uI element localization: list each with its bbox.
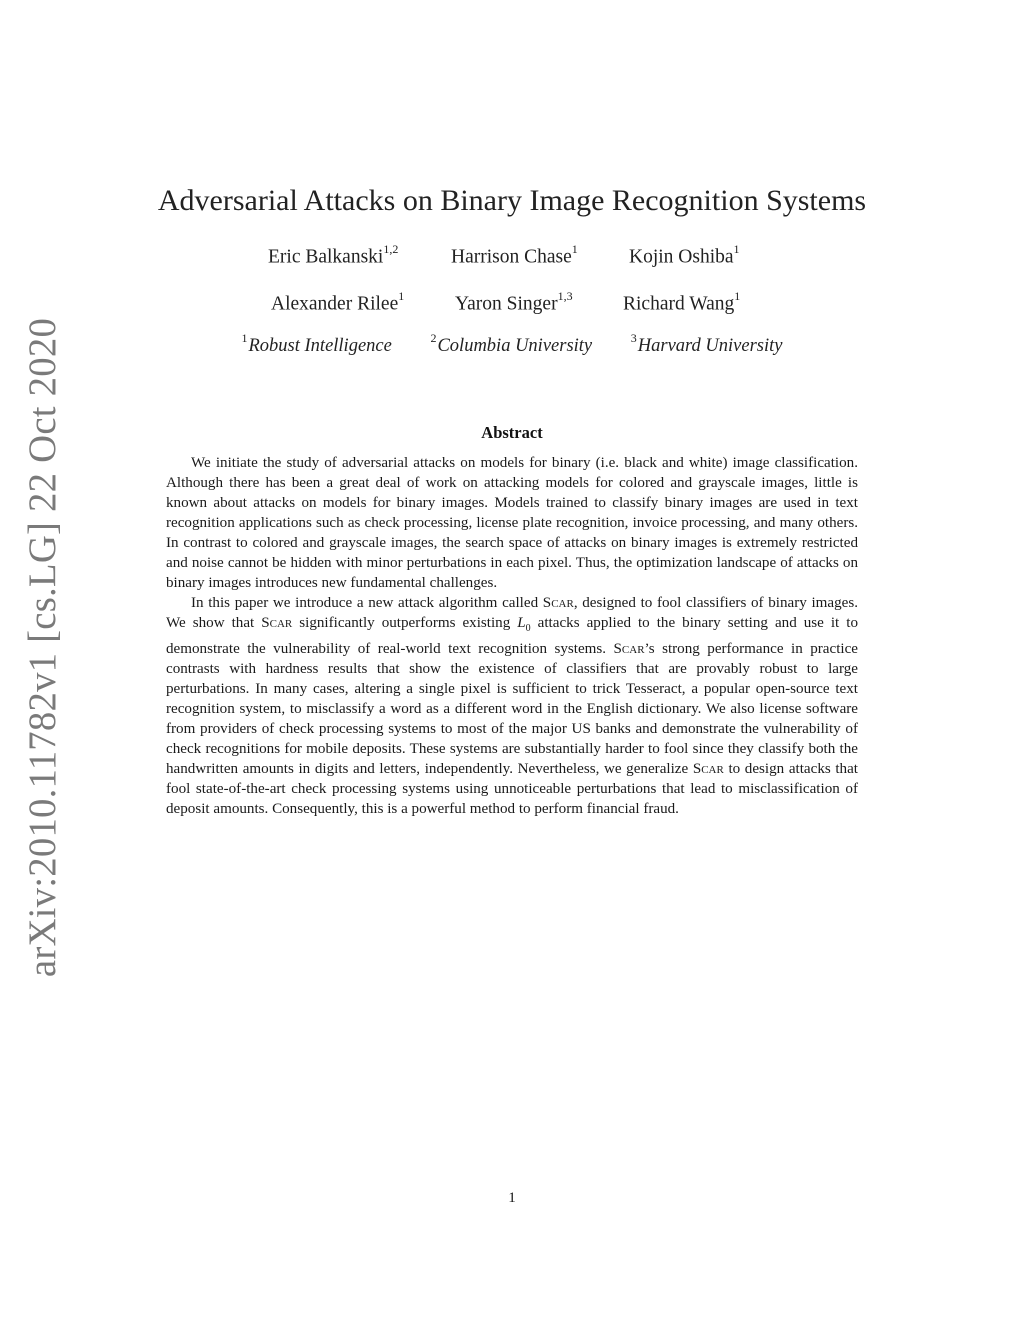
arxiv-identifier: arXiv:2010.11782v1 [cs.LG] 22 Oct 2020 (21, 317, 65, 978)
author: Harrison Chase$^1$ (451, 242, 578, 268)
page-number: 1 (508, 1190, 516, 1206)
affiliations (0, 333, 1024, 357)
affiliation: $^2$Columbia University (430, 331, 593, 357)
l0-symbol: L (517, 615, 526, 631)
abstract-paragraph: We initiate the study of adversarial attacks on models for binary (i.e. black and white) image classification. Although there has been a great deal of work on attacking models for colored and grayscale images, little is known about attacks on models for binary images. Models trained to classify binary images are used in text recognition applications such as check processing, license plate recognition, invoice processing, and many others. In contrast to colored and grayscale images, the search space of attacks on binary images is extremely restricted and noise cannot be hidden with minor perturbations in each pixel. Thus, the optimization landscape of attacks on binary images introduces new fundamental challenges. (166, 455, 858, 591)
author: Alexander Rilee$^1$ (271, 289, 405, 315)
algorithm-name: Scar (542, 595, 574, 611)
paper-title: Adversarial Attacks on Binary Image Recognition Systems (157, 184, 867, 217)
author: Kojin Oshiba$^1$ (629, 242, 740, 268)
author: Yaron Singer$^{1,3}$ (455, 289, 573, 315)
abstract-body (166, 453, 858, 819)
algorithm-name: Scar (613, 641, 645, 658)
affiliation: $^1$Robust Intelligence (241, 331, 392, 357)
author: Richard Wang$^1$ (623, 289, 741, 315)
affiliation: $^3$Harvard University (630, 331, 783, 357)
author: Eric Balkanski$^{1,2}$ (268, 242, 399, 268)
abstract-heading: Abstract (481, 423, 543, 442)
algorithm-name: Scar (261, 615, 293, 631)
abstract-paragraph: In this paper we introduce a new attack algorithm called Scar, designed to fool classifiers of binary images. We show that Scar significantly outperforms existing $L_0$ attacks applied to the binary setting and use it to demonstrate the vulnerability of real-world text recognition systems. Scar’s strong performance in practice contrasts with hardness results that show the existence of classifiers that are provably robust to large perturbations. In many cases, altering a single pixel is sufficient to trick Tesseract, a popular open-source text recognition system, to misclassify a word as a different word in the English dictionary. We also license software from providers of check processing systems to most of the major US banks and demonstrate the vulnerability of check recognitions for mobile deposits. These systems are substantially harder to fool since they classify both the handwritten amounts in digits and letters, independently. Nevertheless, we generalize Scar to design attacks that fool state-of-the-art check processing systems using unnoticeable perturbations that lead to misclassification of deposit amounts. Consequently, this is a powerful method to perform financial fraud. (166, 595, 858, 818)
algorithm-name: Scar (692, 761, 724, 778)
